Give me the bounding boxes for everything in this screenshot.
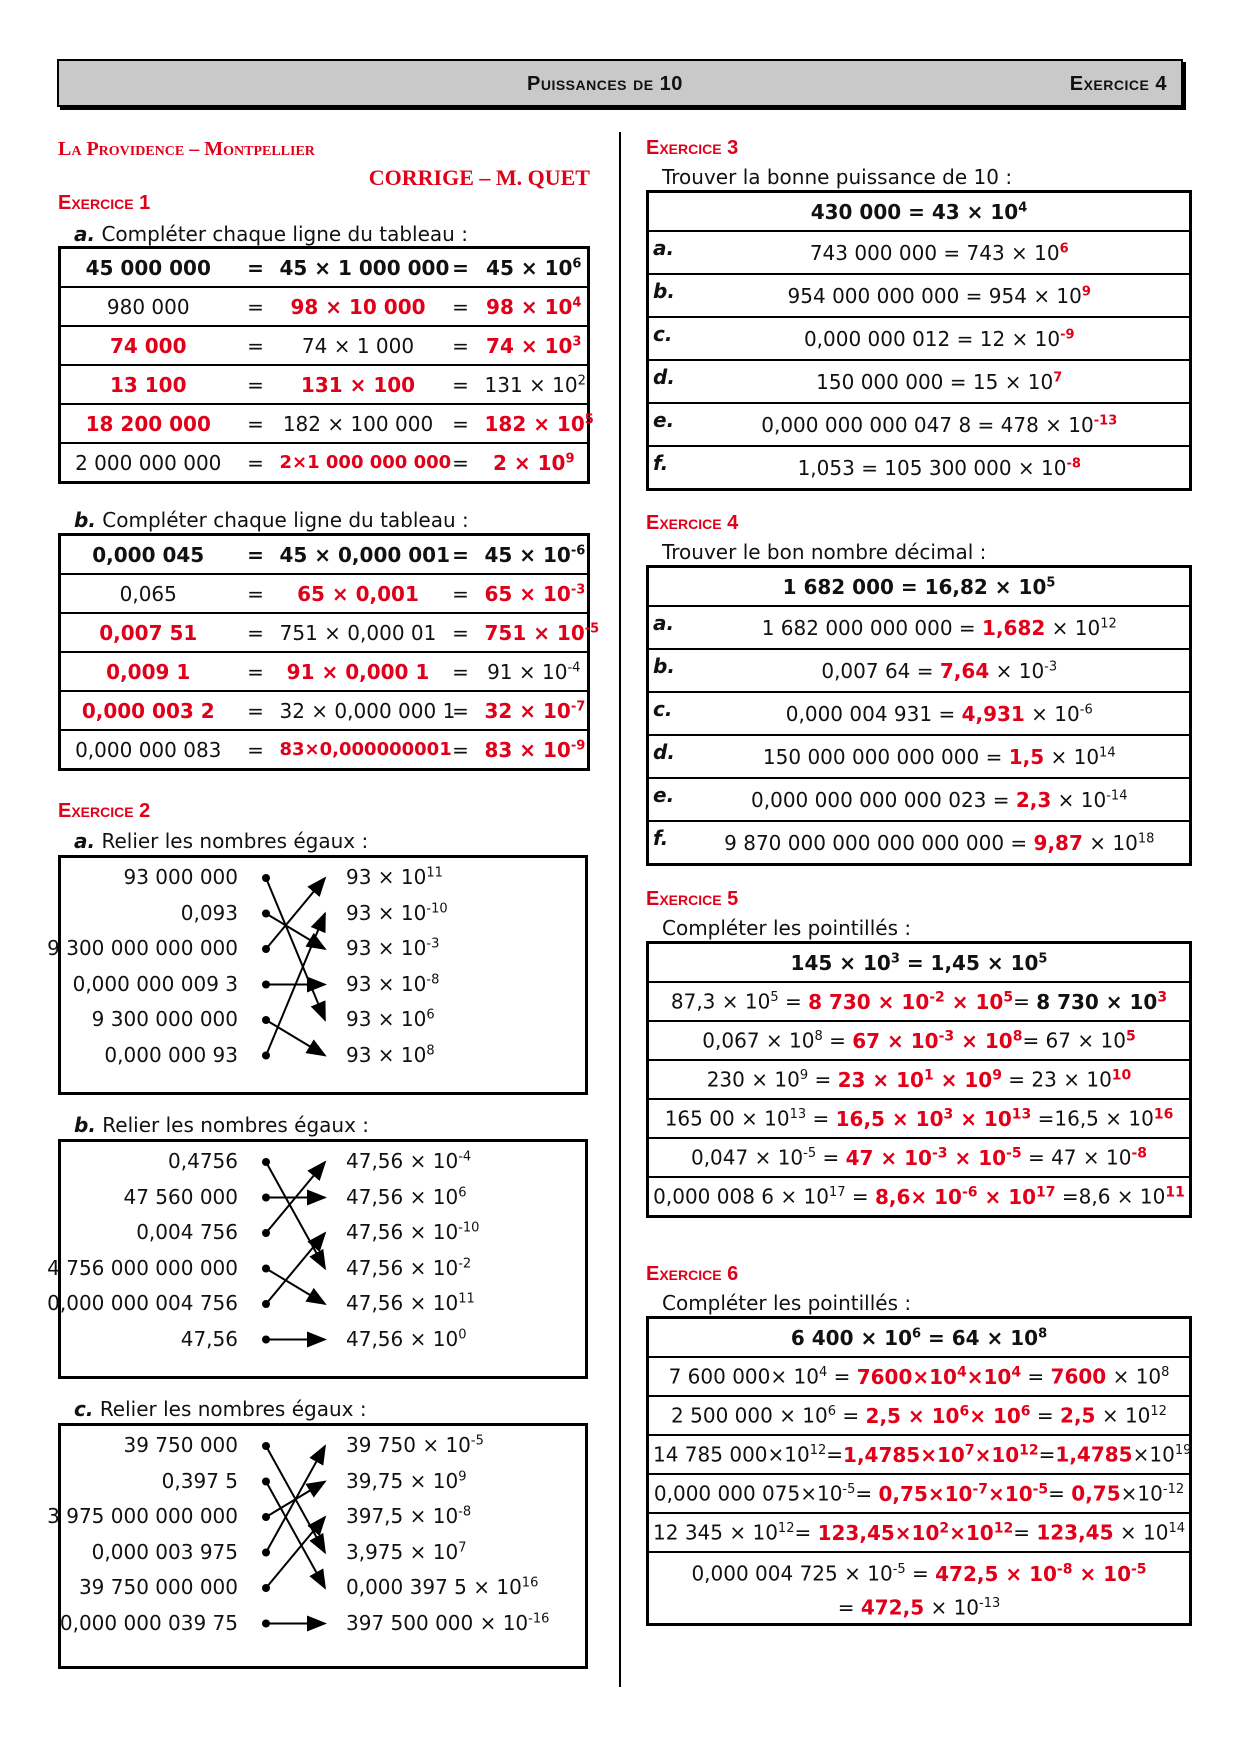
ex2-title: Exercice 2 — [58, 800, 151, 822]
table-row: 165 $00 \times 10^{13} = 16,5 \times 10^3 \times 10^{13} =16,5 \times 10^{16}$ — [648, 1099, 1191, 1138]
right-number — [346, 936, 439, 960]
match-arrow — [266, 1517, 325, 1588]
exponent: -3 — [426, 936, 440, 952]
ex1-a-letter: a. — [74, 222, 96, 246]
ex6-title: Exercice 6 — [646, 1263, 739, 1285]
row-equation — [690, 692, 1191, 735]
equation-left: 0,007 64 = — [821, 658, 940, 683]
right-number — [346, 972, 439, 996]
row-letter: d. — [648, 360, 690, 403]
table-row — [648, 649, 1191, 692]
right-number-text: 93 × 10 — [346, 1007, 427, 1031]
table-row — [648, 231, 1191, 274]
ex1-title: Exercice 1 — [58, 192, 151, 214]
row-equation — [690, 735, 1191, 778]
ex4-title: Exercice 4 — [646, 512, 739, 534]
equation-left: 0,000 000 000 000 023 = — [751, 787, 1016, 812]
equation-text: 743 000 000 = 743 × 10 — [809, 240, 1060, 265]
exponent: 6 — [426, 1007, 435, 1023]
right-number-text: 47,56 × 10 — [346, 1149, 459, 1173]
exponent: -8 — [458, 1504, 472, 1520]
table-row — [648, 821, 1191, 865]
ex2-a-box — [47, 855, 588, 1095]
exponent-answer: -13 — [1093, 412, 1118, 428]
decimal-answer: 4,931 — [961, 701, 1025, 726]
row-letter: e. — [648, 778, 690, 821]
row-equation — [690, 606, 1191, 649]
ex3-title: Exercice 3 — [646, 137, 739, 159]
ex5-instruction: Compléter les pointillés : — [662, 916, 912, 940]
row-letter: c. — [648, 692, 690, 735]
left-number: 0,004 756 — [136, 1220, 238, 1244]
exponent: 6 — [458, 1184, 467, 1200]
table-row — [648, 360, 1191, 403]
ex2-a-instruction — [74, 829, 368, 853]
ex1-b-letter: b. — [74, 508, 96, 532]
row-equation — [690, 231, 1191, 274]
table-row: 45 000 000 = 45 × 1 000 000 = $45 \times 10^6$ — [60, 248, 589, 288]
exponent: -10 — [458, 1220, 480, 1236]
left-number: 9 300 000 000 — [91, 1007, 238, 1031]
equation-text: 1,053 = 105 300 000 × 10 — [797, 455, 1067, 480]
table-row — [648, 274, 1191, 317]
ex2-c-instruction — [74, 1397, 367, 1421]
table-row: 2 500 $000 \times 10^6 = 2,5 \times 10^6\times 10^6 = 2,5 \times 10^{12}$ — [648, 1396, 1191, 1435]
ex2-b-text: Relier les nombres égaux : — [102, 1113, 370, 1137]
match-arrow — [266, 878, 325, 1020]
table-row: 0,000 000 083 = 83×0,000000001 = $83 \times 10^{-9}$ — [60, 730, 589, 770]
left-number: 0,000 000 93 — [104, 1042, 238, 1067]
right-number-text: 47,56 × 10 — [346, 1184, 459, 1209]
decimal-answer: 7,64 — [939, 658, 990, 683]
row-letter: b. — [648, 274, 690, 317]
table-row — [648, 735, 1191, 778]
left-number: 0,397 5 — [161, 1468, 238, 1493]
exponent: -16 — [528, 1610, 550, 1626]
equation-text: 0,000 000 012 = 12 × 10 — [803, 326, 1061, 351]
table-row — [648, 446, 1191, 490]
table-row: 980 000 = 98 × 10 000 = $98 \times 10^4$ — [60, 287, 589, 326]
ex2-a-letter: a. — [74, 829, 96, 853]
ex3-table — [646, 190, 1192, 491]
ex6-instruction: Compléter les pointillés : — [662, 1291, 912, 1315]
ex1-b-instruction — [74, 508, 469, 532]
row-equation — [690, 274, 1191, 317]
right-number — [346, 1256, 471, 1280]
exponent: -6 — [1079, 701, 1093, 717]
row-equation — [690, 403, 1191, 446]
right-number — [346, 1327, 466, 1351]
right-number-text: 397,5 × 10 — [346, 1504, 459, 1528]
left-number: 3 975 000 000 000 — [47, 1504, 238, 1528]
right-number-text: 93 × 10 — [346, 1042, 427, 1067]
table-row: $87,3 \times 10^5 = 8$ $730 \times 10^{-2} \times 10^5= 8$ $730 \times 10^3$ — [648, 982, 1191, 1021]
left-number: 9 300 000 000 000 — [47, 936, 238, 960]
row-equation — [690, 778, 1191, 821]
exponent: 16 — [521, 1575, 539, 1591]
decimal-answer: 1,5 — [1008, 744, 1045, 769]
table-row: 0,000 003 2 = 32 × 0,000 000 1 = $32 \times 10^{-7}$ — [60, 691, 589, 730]
match-arrow — [266, 914, 325, 950]
ex1-a-table — [58, 246, 594, 484]
right-number — [346, 901, 448, 925]
row-letter: f. — [648, 446, 690, 490]
ex2-b-box — [47, 1139, 588, 1379]
exponent: 14 — [1099, 744, 1116, 760]
right-number — [346, 1540, 466, 1564]
right-number-text: 3,975 × 10 — [346, 1539, 459, 1564]
exponent: 9 — [458, 1468, 467, 1484]
ex1-b-table — [58, 533, 600, 771]
right-number — [346, 1220, 479, 1244]
right-number-text: 47,56 × 10 — [346, 1220, 459, 1244]
equation-left: 150 000 000 000 000 = — [762, 744, 1009, 769]
equation-right: × 10 — [1044, 744, 1100, 769]
table-row: 0,007 51 = 751 × 0,000 01 = $751 \times 10^{-5}$ — [60, 613, 589, 652]
left-number: 39 750 000 000 — [78, 1575, 238, 1599]
row-equation — [690, 821, 1191, 865]
page-header — [57, 59, 1183, 107]
table-row: 2 000 000 000 = 2×1 000 000 000 = $2 \times 10^9$ — [60, 443, 589, 483]
table-row: $0,047 \times 10^{-5} = 47 \times 10^{-3} \times 10^{-5} = 47 \times 10^{-8}$ — [648, 1138, 1191, 1177]
right-number-text: 47,56 × 10 — [346, 1326, 459, 1351]
equation-right: × 10 — [1082, 830, 1138, 855]
table-row — [648, 692, 1191, 735]
equation-text: 954 000 000 000 = 954 × 10 — [787, 283, 1082, 308]
school-name: La Providence – Montpellier — [58, 138, 315, 160]
ex1-a-instruction — [74, 222, 468, 246]
row-letter: a. — [648, 231, 690, 274]
right-number-text: 47,56 × 10 — [346, 1291, 459, 1315]
left-number: 0,000 000 004 756 — [47, 1291, 238, 1315]
equation-left: 1 682 000 000 000 = — [761, 615, 983, 640]
header-exercise: Exercice 4 — [1069, 73, 1167, 95]
table-row — [648, 317, 1191, 360]
ex6-table — [646, 1316, 1192, 1626]
table-row: 18 200 000 = 182 × 100 000 = $182 \times 10^5$ — [60, 404, 589, 443]
decimal-answer: 9,87 — [1033, 830, 1083, 855]
header-title: Puissances de 10 — [527, 73, 683, 95]
right-number-text: 47,56 × 10 — [346, 1255, 459, 1280]
table-row: 0,000 000 $075\times 10^{-5}= 0,75\times 10^{-7}\times 10^{-5}= 0,75\times 10^{-12}$ — [648, 1474, 1191, 1513]
table-row — [648, 778, 1191, 821]
table-row: 0,000 008 $6 \times 10^{17} = 8,6\times 10^{-6} \times 10^{17} =8,6 \times 10^{11}$ — [648, 1177, 1191, 1217]
table-row: $230 \times 10^9 = 23 \times 10^1 \times 10^9 = 23 \times 10^{10}$ — [648, 1060, 1191, 1099]
right-number-text: 93 × 10 — [346, 900, 427, 925]
left-number: 47,56 — [180, 1326, 238, 1351]
ex5-table — [646, 941, 1192, 1218]
left-number: 93 000 000 — [123, 865, 238, 889]
right-number — [346, 1575, 538, 1599]
match-arrow — [266, 1233, 325, 1304]
right-number-text: 39 750 × 10 — [346, 1433, 471, 1457]
left-number: 0,093 — [180, 900, 238, 925]
equation-right: × 10 — [1045, 615, 1101, 640]
table-row: 6 $400 \times 10^6 = 64 \times 10^8$ — [648, 1318, 1191, 1358]
ex5-title: Exercice 5 — [646, 888, 739, 910]
row-letter: d. — [648, 735, 690, 778]
match-arrow — [266, 878, 325, 949]
row-equation — [690, 317, 1191, 360]
left-number: 0,000 003 975 — [91, 1539, 238, 1564]
table-row: 0,009 1 = 91 × 0,000 1 = $91 \times 10^{-4}$ — [60, 652, 589, 691]
exponent: 8 — [426, 1042, 435, 1058]
left-number: 47 560 000 — [123, 1184, 238, 1209]
right-number — [346, 1611, 549, 1635]
table-row: $0,067 \times 10^8 = 67 \times 10^{-3} \times 10^8= 67 \times 10^5$ — [648, 1021, 1191, 1060]
ex4-instruction: Trouver le bon nombre décimal : — [662, 540, 987, 564]
right-number — [346, 1469, 466, 1493]
exponent: -8 — [426, 971, 440, 987]
table-row: 0,000 004 $725 \times 10^{-5} = 472,5 \times 10^{-8} \times 10^{-5}$ = $472,5 \times 10^{-13}$ — [648, 1552, 1191, 1625]
right-number-text: 39,75 × 10 — [346, 1468, 459, 1493]
exponent: 7 — [458, 1539, 467, 1555]
right-number — [346, 1291, 475, 1315]
table-row: 13 100 = 131 × 100 = $131 \times 10^2$ — [60, 365, 589, 404]
exponent: 11 — [426, 865, 443, 881]
ex2-b-letter: b. — [74, 1113, 96, 1137]
right-number-text: 397 500 000 × 10 — [346, 1610, 529, 1635]
ex1-b-text: Compléter chaque ligne du tableau : — [102, 508, 469, 532]
exponent-answer: -9 — [1060, 326, 1075, 342]
ex4-table — [646, 565, 1192, 866]
exponent: -5 — [470, 1433, 484, 1449]
match-arrow — [266, 1162, 325, 1269]
equation-right: × 10 — [1051, 787, 1107, 812]
exponent: -14 — [1106, 787, 1128, 803]
table-row: 74 000 = 74 × 1 000 = $74 \times 10^3$ — [60, 326, 589, 365]
decimal-answer: 1,682 — [982, 615, 1046, 640]
table-row: $145 \times 10^3 = 1,45 \times 10^5$ — [648, 943, 1191, 983]
ex2-c-box — [47, 1423, 588, 1669]
table-row — [648, 403, 1191, 446]
row-letter: c. — [648, 317, 690, 360]
column-divider — [619, 132, 621, 1687]
row-letter: a. — [648, 606, 690, 649]
exponent: 0 — [458, 1326, 467, 1342]
row-equation — [690, 446, 1191, 490]
equation-right: × 10 — [1024, 701, 1080, 726]
exponent: -2 — [458, 1255, 472, 1271]
table-row: 0,065 = 65 × 0,001 = $65 \times 10^{-3}$ — [60, 574, 589, 613]
left-number: 0,4756 — [168, 1149, 238, 1173]
equation-text: 150 000 000 = 15 × 10 — [816, 369, 1054, 394]
left-number: 4 756 000 000 000 — [47, 1255, 238, 1280]
exponent-answer: 7 — [1053, 369, 1063, 385]
exponent-answer: 6 — [1059, 240, 1069, 256]
table-row: 14 785 $000\times 10^{12}=1,4785\times 10^7\times 10^{12}=1,4785\times 10^{19}$ — [648, 1435, 1191, 1474]
table-row: 0,000 045 = 45 × 0,000 001 = $45 \times 10^{-6}$ — [60, 535, 589, 575]
left-number: 39 750 000 — [123, 1433, 238, 1457]
match-arrow — [266, 1020, 325, 1056]
table-row: 1 682 $000 = 16,82 \times 10^5$ — [648, 567, 1191, 607]
exponent: -10 — [426, 900, 448, 916]
ex1-a-text: Compléter chaque ligne du tableau : — [101, 222, 468, 246]
right-number — [346, 1504, 471, 1528]
row-equation — [690, 649, 1191, 692]
exponent: 18 — [1137, 830, 1155, 846]
equation-left: 0,000 004 931 = — [785, 701, 962, 726]
exponent-answer: 9 — [1081, 283, 1091, 299]
row-letter: f. — [648, 821, 690, 865]
table-row — [648, 606, 1191, 649]
table-row: 430 $000 = 43 \times 10^4$ — [648, 192, 1191, 232]
right-number-text: 93 × 10 — [346, 936, 427, 960]
exponent: 11 — [458, 1291, 475, 1307]
right-number-text: 93 × 10 — [346, 971, 427, 996]
exponent-answer: -8 — [1066, 455, 1081, 471]
equation-text: 0,000 000 000 047 8 = 478 × 10 — [761, 412, 1094, 437]
left-number: 0,000 000 039 75 — [59, 1610, 238, 1635]
corrige-label: CORRIGE – M. QUET — [368, 165, 590, 190]
exponent: -4 — [458, 1149, 472, 1165]
ex3-instruction: Trouver la bonne puissance de 10 : — [662, 165, 1013, 189]
right-number-text: 0,000 397 5 × 10 — [346, 1575, 522, 1599]
ex2-b-instruction — [74, 1113, 369, 1137]
right-number-text: 93 × 10 — [346, 865, 427, 889]
right-number — [346, 1043, 435, 1067]
row-letter: e. — [648, 403, 690, 446]
row-equation — [690, 360, 1191, 403]
right-number — [346, 1433, 484, 1457]
left-number: 0,000 000 009 3 — [72, 971, 238, 996]
equation-right: × 10 — [989, 658, 1045, 683]
row-letter: b. — [648, 649, 690, 692]
right-number — [346, 1149, 471, 1173]
ex2-a-text: Relier les nombres égaux : — [101, 829, 369, 853]
exponent: -3 — [1044, 658, 1058, 674]
exponent: 12 — [1100, 615, 1117, 631]
right-number — [346, 865, 443, 889]
right-number — [346, 1185, 466, 1209]
right-number — [346, 1007, 435, 1031]
table-row: 7 600 $000\times 10^4 = 7600\times 10^4\times 10^4 = 7600 \times 10^8$ — [648, 1357, 1191, 1396]
match-arrow — [266, 1269, 325, 1305]
ex2-c-text: Relier les nombres égaux : — [99, 1397, 367, 1421]
ex2-c-letter: c. — [74, 1397, 94, 1421]
decimal-answer: 2,3 — [1015, 787, 1052, 812]
table-row: 12 $345 \times 10^{12}= 123,45\times 10^2\times 10^{12}= 123,45 \times 10^{14}$ — [648, 1513, 1191, 1552]
equation-left: 9 870 000 000 000 000 000 = — [724, 830, 1034, 855]
